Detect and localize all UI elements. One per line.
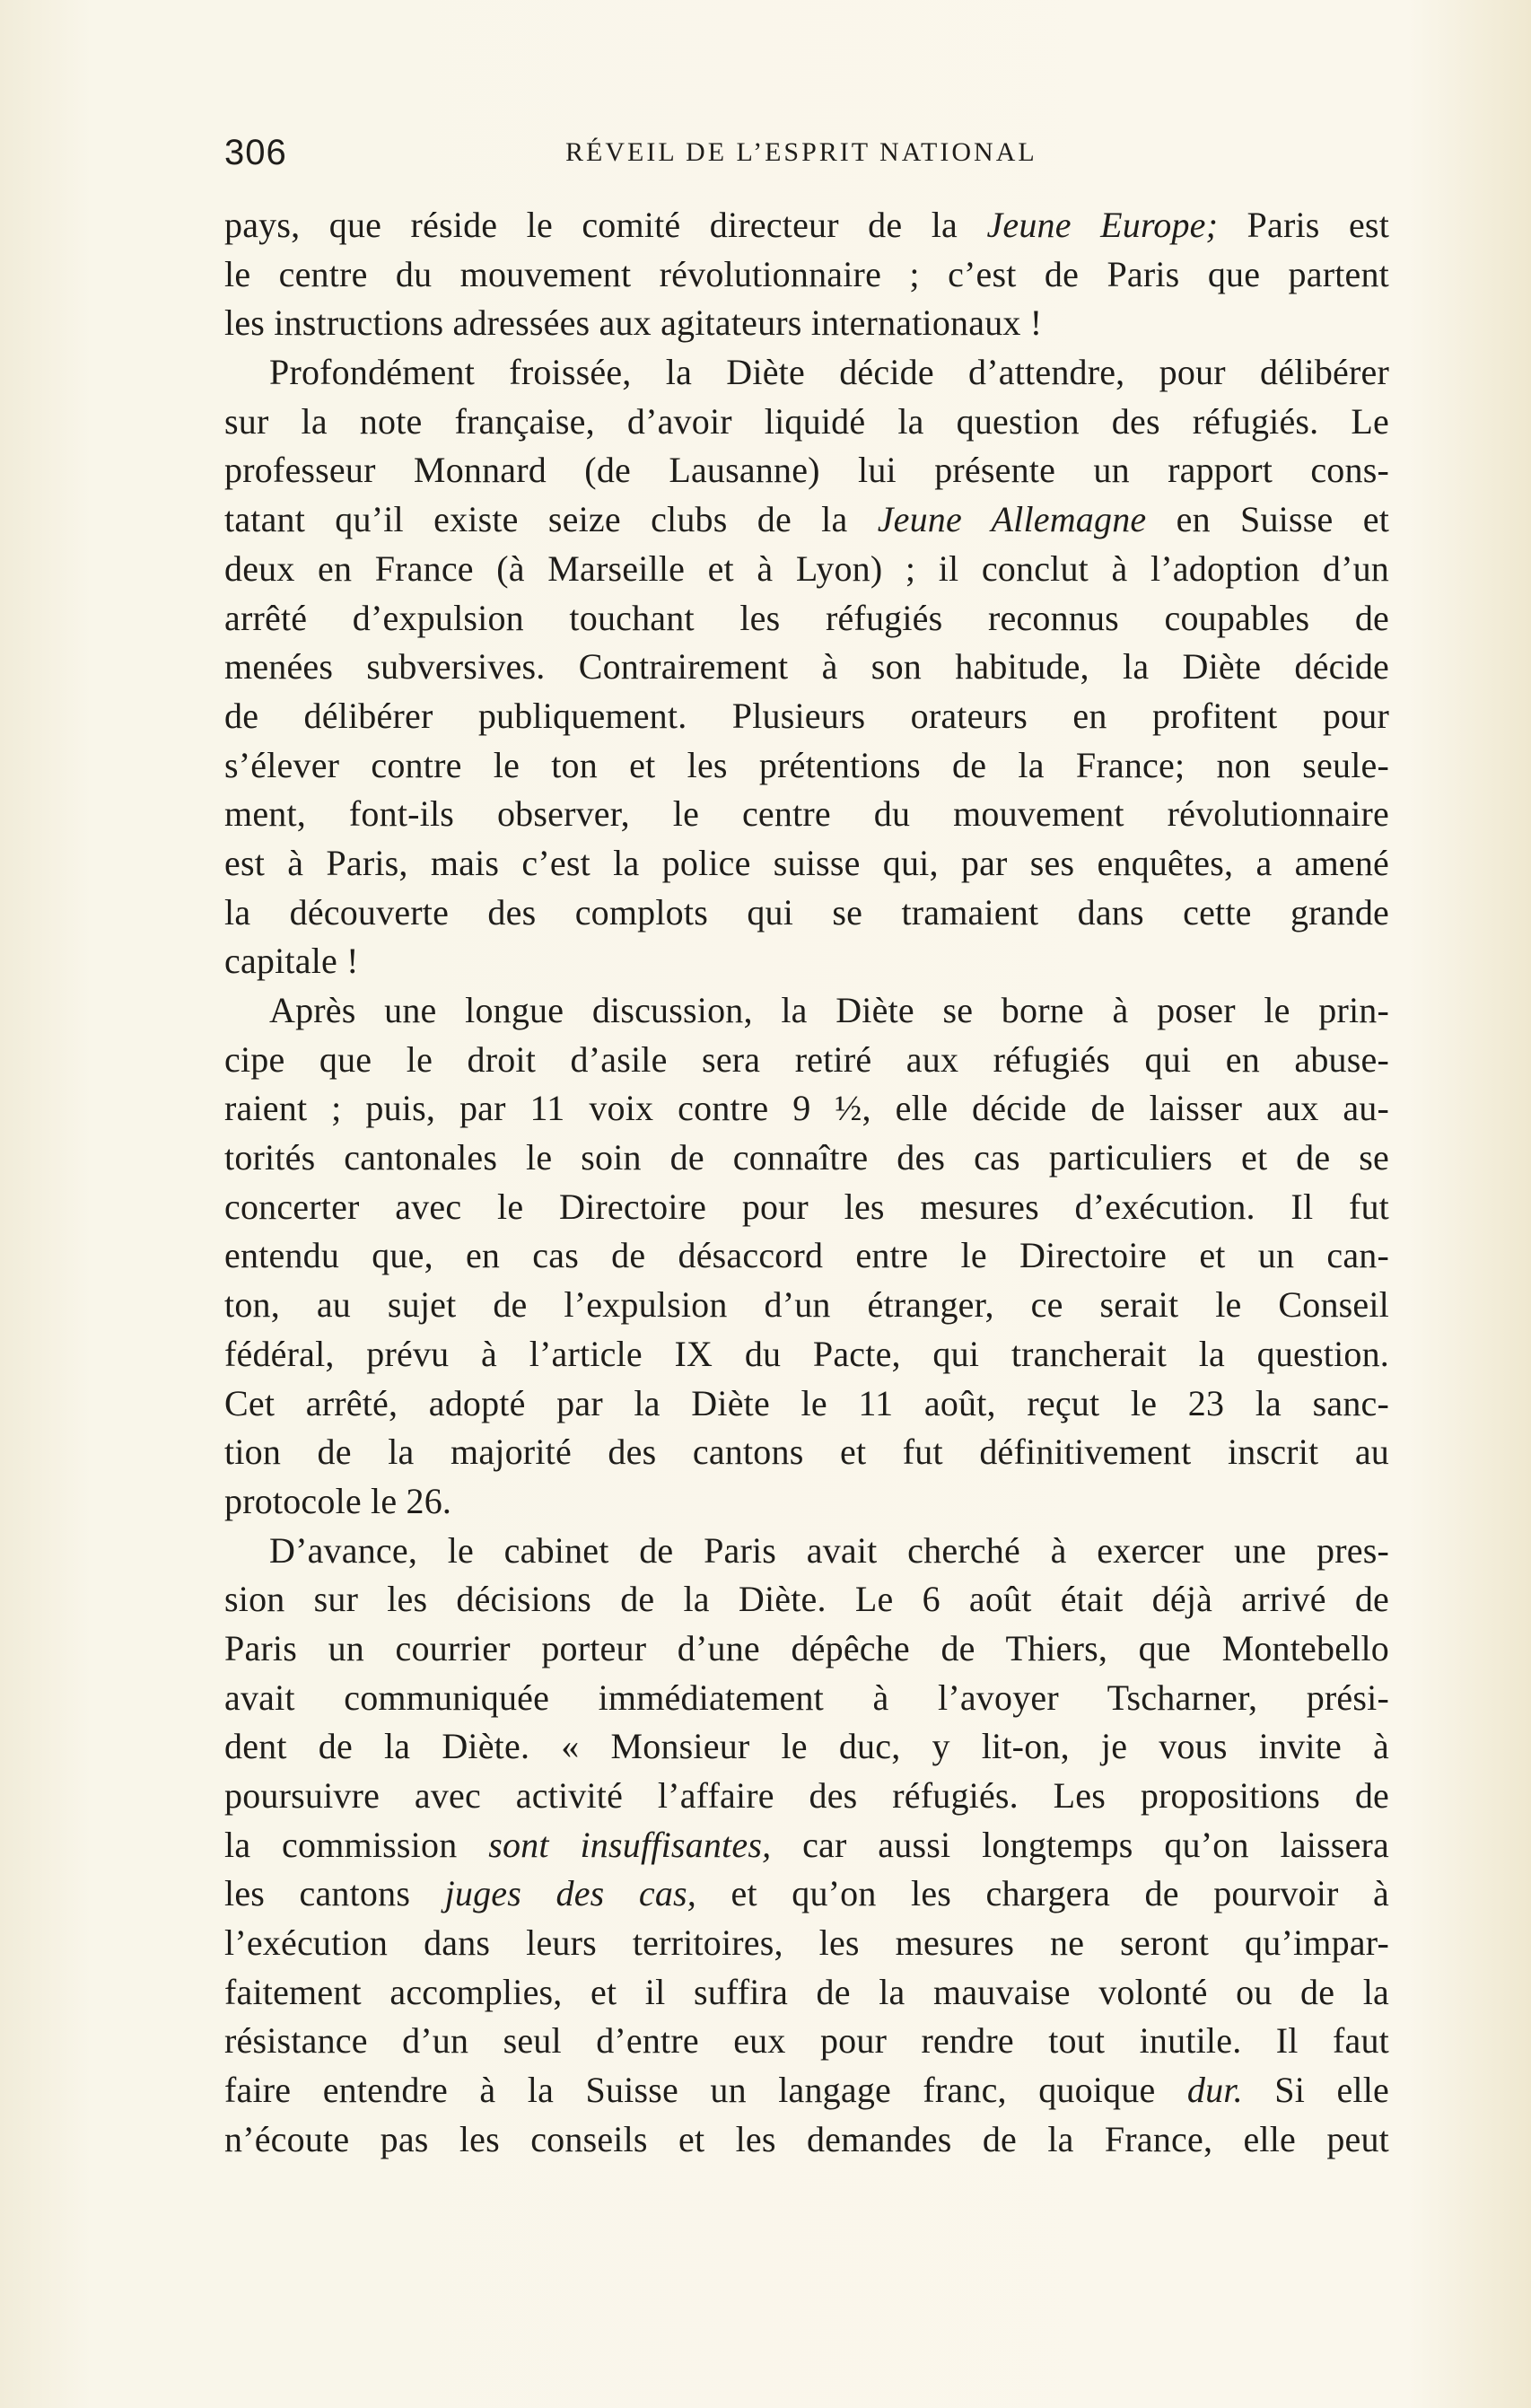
page-number: 306	[224, 133, 287, 172]
text-line: ton, au sujet de l’expulsion d’un étranger, ce serait le Conseil	[224, 1284, 1389, 1326]
running-title: RÉVEIL DE L’ESPRIT NATIONAL	[565, 137, 1037, 167]
text-line: de délibérer publiquement. Plusieurs orateurs en profitent pour	[224, 695, 1389, 736]
text-line: sion sur les décisions de la Diète. Le 6 août était déjà arrivé de	[224, 1579, 1389, 1620]
text-line: Paris un courrier porteur d’une dépêche de Thiers, que Montebello	[224, 1627, 1389, 1668]
text-line: entendu que, en cas de désaccord entre le Directoire et un can-	[224, 1235, 1389, 1276]
text-line: menées subversives. Contrairement à son habitude, la Diète décide	[224, 646, 1389, 687]
text-line: tatant qu’il existe seize clubs de la Jeune Allemagne en Suisse et	[224, 499, 1390, 540]
text-line: dent de la Diète. « Monsieur le duc, y lit-on, je vous invite à	[224, 1726, 1389, 1767]
text-line: le centre du mouvement révolutionnaire ; c’est de Paris que partent	[224, 253, 1389, 294]
text-line: n’écoute pas les conseils et les demandes de la France, elle peut	[224, 2118, 1389, 2159]
text-line: torités cantonales le soin de connaître des cas particuliers et de se	[224, 1137, 1389, 1178]
text-line: Cet arrêté, adopté par la Diète le 11 août, reçut le 23 la sanc-	[224, 1382, 1389, 1423]
text-line: Profondément froissée, la Diète décide d’attendre, pour délibérer	[269, 352, 1389, 393]
text-line: est à Paris, mais c’est la police suisse qui, par ses enquêtes, a amené	[224, 842, 1389, 883]
text-line: les instructions adressées aux agitateurs internationaux !	[224, 302, 1043, 344]
text-line: l’exécution dans leurs territoires, les mesures ne seront qu’impar-	[224, 1922, 1389, 1964]
text-line: résistance d’un seul d’entre eux pour rendre tout inutile. Il faut	[224, 2020, 1389, 2062]
text-line: s’élever contre le ton et les prétentions de la France; non seule-	[224, 744, 1389, 785]
body-text	[224, 201, 1389, 2165]
text-line: faire entendre à la Suisse un langage franc, quoique dur. Si elle	[224, 2070, 1389, 2111]
text-line: faitement accomplies, et il suffira de la mauvaise volonté ou de la	[224, 1971, 1389, 2012]
text-line: capitale !	[224, 941, 359, 982]
text-line: la commission sont insuffisantes, car aussi longtemps qu’on laissera	[224, 1824, 1390, 1865]
text-line: fédéral, prévu à l’article IX du Pacte, qui trancherait la question.	[224, 1333, 1389, 1374]
text-line: poursuivre avec activité l’affaire des réfugiés. Les propositions de	[224, 1775, 1389, 1816]
text-line: D’avance, le cabinet de Paris avait cherché à exercer une pres-	[269, 1529, 1389, 1571]
text-line: Après une longue discussion, la Diète se borne à poser le prin-	[269, 990, 1389, 1030]
text-line: cipe que le droit d’asile sera retiré aux réfugiés qui en abuse-	[224, 1038, 1389, 1080]
text-line: concerter avec le Directoire pour les mesures d’exécution. Il fut	[224, 1186, 1389, 1227]
text-line: sur la note française, d’avoir liquidé la question des réfugiés. Le	[224, 400, 1389, 442]
page-header	[224, 133, 1391, 178]
text-line: protocole le 26.	[224, 1480, 452, 1521]
text-line: les cantons juges des cas, et qu’on les chargera de pourvoir à	[224, 1873, 1389, 1914]
text-line: tion de la majorité des cantons et fut définitivement inscrit au	[224, 1432, 1389, 1473]
text-line: avait communiquée immédiatement à l’avoyer Tscharner, prési-	[224, 1677, 1389, 1718]
text-line: arrêté d’expulsion touchant les réfugiés reconnus coupables de	[224, 597, 1389, 638]
text-line: raient ; puis, par 11 voix contre 9 ½, elle décide de laisser aux au-	[224, 1088, 1389, 1129]
text-line: deux en France (à Marseille et à Lyon) ; il conclut à l’adoption d’un	[224, 547, 1389, 589]
text-line: ment, font-ils observer, le centre du mouvement révolutionnaire	[224, 793, 1389, 835]
text-line: professeur Monnard (de Lausanne) lui présente un rapport cons-	[224, 450, 1389, 491]
text-line: pays, que réside le comité directeur de la Jeune Europe; Paris est	[224, 205, 1390, 245]
text-line: la découverte des complots qui se tramaient dans cette grande	[224, 891, 1389, 933]
